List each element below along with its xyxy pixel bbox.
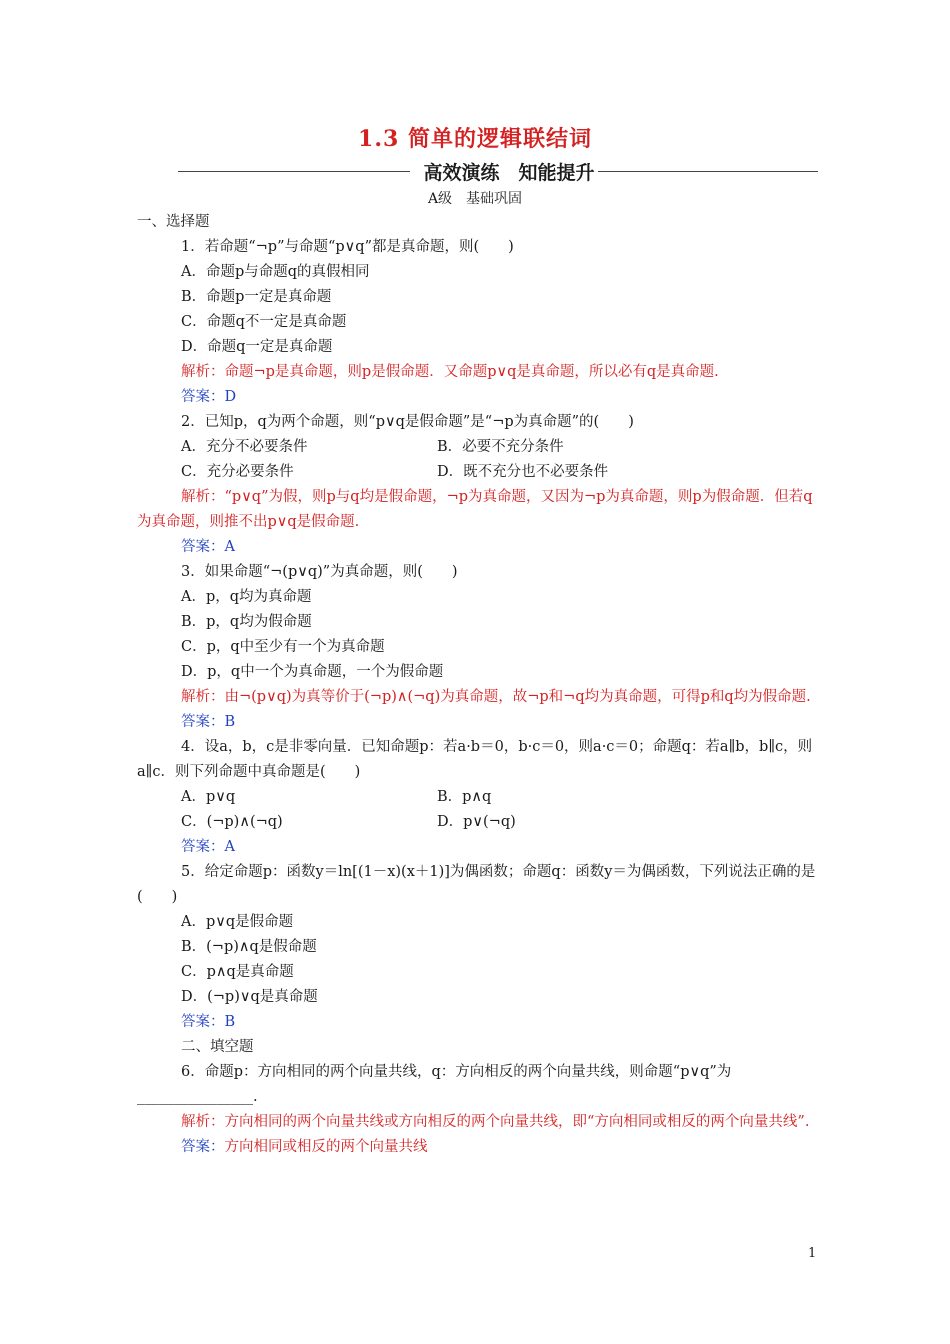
section-heading-choice: 一、选择题 — [137, 214, 210, 230]
question-3-stem: 3．如果命题“¬(p∨q)”为真命题，则( ) — [181, 564, 458, 580]
question-3-option-a: A．p，q均为真命题 — [181, 589, 312, 605]
question-5-option-b: B．(¬p)∧q是假命题 — [181, 939, 317, 955]
question-4-stem: 4．设a，b，c是非零向量．已知命题p：若a·b＝0，b·c＝0，则a·c＝0；命题q：若a∥b，b∥c，则a∥c．则下列命题中真命题是( ) — [137, 739, 813, 780]
section-banner — [178, 158, 818, 186]
banner-rule-left — [178, 171, 410, 172]
page-title: 1.3 简单的逻辑联结词 — [358, 126, 592, 152]
question-3-option-c: C．p，q中至少有一个为真命题 — [181, 639, 385, 655]
document-body — [137, 210, 817, 1160]
question-4-answer: 答案：A — [181, 839, 235, 855]
question-1-stem: 1．若命题“¬p”与命题“p∨q”都是真命题，则( ) — [181, 239, 514, 255]
question-6-answer-label: 答案： — [181, 1139, 225, 1155]
section-heading-fill: 二、填空题 — [181, 1039, 254, 1055]
question-3-option-b: B．p，q均为假命题 — [181, 614, 312, 630]
question-5-answer: 答案：B — [181, 1014, 236, 1030]
question-5-stem: 5．给定命题p：函数y＝ln[(1－x)(x＋1)]为偶函数；命题q：函数y＝为偶函数，下列说法正确的是( ) — [137, 864, 816, 905]
question-4-options-cd — [137, 810, 817, 835]
question-3-option-d: D．p，q中一个为真命题，一个为假命题 — [181, 664, 444, 680]
question-6-answer-text: 方向相同或相反的两个向量共线 — [224, 1139, 428, 1155]
level-heading: A级 基础巩固 — [427, 191, 523, 207]
question-6-analysis: 解析：方向相同的两个向量共线或方向相反的两个向量共线，即“方向相同或相反的两个向量共线”. — [181, 1114, 810, 1130]
question-5-option-d: D．(¬p)∨q是真命题 — [181, 989, 318, 1005]
question-2-options-cd — [137, 460, 817, 485]
question-4-option-a: A．p∨q — [181, 789, 236, 805]
question-2-option-b: B．必要不充分条件 — [437, 439, 564, 455]
banner-rule-right — [598, 171, 818, 172]
question-1-option-a: A．命题p与命题q的真假相同 — [181, 264, 370, 280]
question-5-option-c: C．p∧q是真命题 — [181, 964, 294, 980]
question-1-analysis: 解析：命题¬p是真命题，则p是假命题．又命题p∨q是真命题，所以必有q是真命题. — [181, 364, 719, 380]
banner-text: 高效演练 知能提升 — [423, 162, 595, 184]
question-1-option-c: C．命题q不一定是真命题 — [181, 314, 347, 330]
question-2-answer: 答案：A — [181, 539, 235, 555]
question-4-option-b: B．p∧q — [437, 789, 492, 805]
question-1-answer: 答案：D — [181, 389, 237, 405]
page-number: 1 — [808, 1246, 817, 1261]
question-1-option-d: D．命题q一定是真命题 — [181, 339, 333, 355]
question-4-option-d: D．p∨(¬q) — [437, 814, 516, 830]
question-6-stem: 6．命题p：方向相同的两个向量共线，q：方向相反的两个向量共线，则命题“p∨q”为________________. — [137, 1064, 732, 1105]
question-3-analysis: 解析：由¬(p∨q)为真等价于(¬p)∧(¬q)为真命题，故¬p和¬q均为真命题，可得p和q均为假命题. — [181, 689, 811, 705]
question-5-option-a: A．p∨q是假命题 — [181, 914, 294, 930]
question-2-option-c: C．充分必要条件 — [181, 464, 294, 480]
question-2-stem: 2．已知p，q为两个命题，则“p∨q是假命题”是“¬p为真命题”的( ) — [181, 414, 634, 430]
question-1-option-b: B．命题p一定是真命题 — [181, 289, 332, 305]
question-3-answer: 答案：B — [181, 714, 236, 730]
question-2-analysis: 解析：“p∨q”为假，则p与q均是假命题，¬p为真命题，又因为¬p为真命题，则p为假命题．但若q为真命题，则推不出p∨q是假命题. — [137, 489, 813, 530]
question-2-options-ab — [137, 435, 817, 460]
question-6-answer — [137, 1135, 817, 1160]
question-2-option-a: A．充分不必要条件 — [181, 439, 308, 455]
question-4-options-ab — [137, 785, 817, 810]
question-2-option-d: D．既不充分也不必要条件 — [437, 464, 609, 480]
question-4-option-c: C．(¬p)∧(¬q) — [181, 814, 283, 830]
